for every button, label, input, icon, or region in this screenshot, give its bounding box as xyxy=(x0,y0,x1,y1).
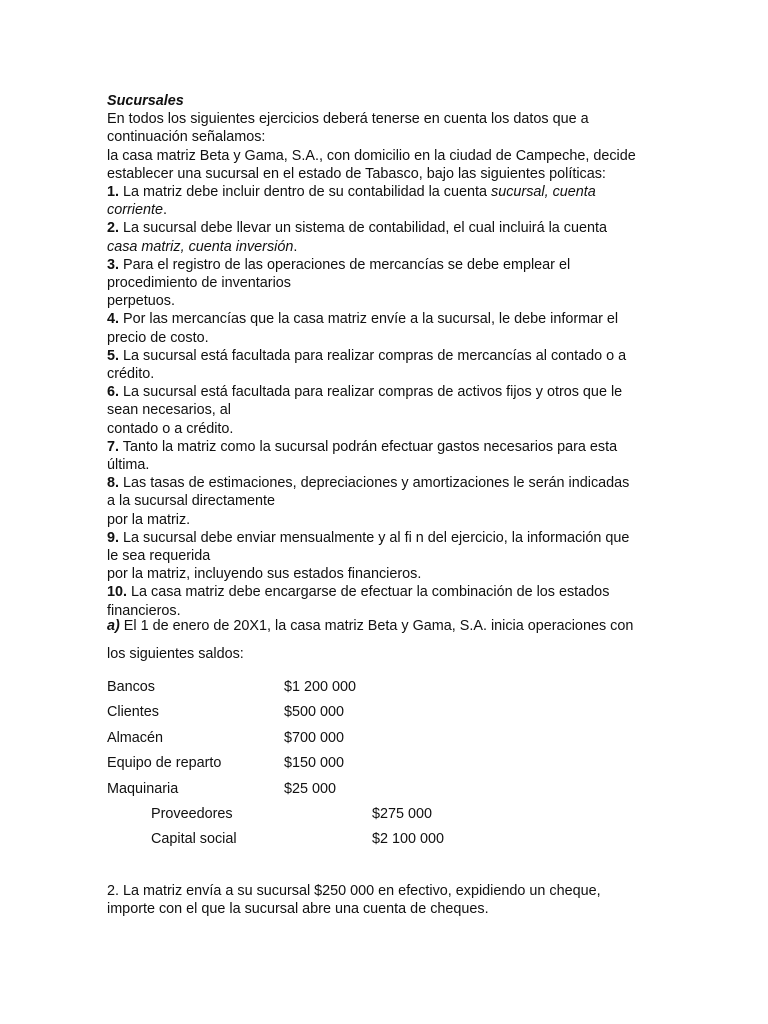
policy-number: 5. xyxy=(107,347,120,364)
policy-number: 6. xyxy=(107,384,120,401)
policy-emphasis: sucursal, cuenta xyxy=(491,184,596,201)
policy-number: 1. xyxy=(107,184,120,201)
policy-text: . xyxy=(163,202,167,219)
account-amount: $25 000 xyxy=(284,780,337,797)
paragraph-2-line-1: 2. La matriz envía a su sucursal $250 000 en efectivo, expidiendo un cheque, xyxy=(107,883,601,899)
policy-text: La casa matriz debe encargarse de efectuar la combinación de los estados xyxy=(127,584,610,601)
policy-text: por la matriz. xyxy=(107,511,191,528)
policy-6-line xyxy=(107,401,707,419)
policy-text: perpetuos. xyxy=(107,293,176,310)
section-a-line-1: a) El 1 de enero de 20X1, la casa matriz Beta y Gama, S.A. inicia operaciones con xyxy=(107,618,634,634)
account-name: Equipo de reparto xyxy=(107,755,222,772)
policy-text: crédito. xyxy=(107,366,155,383)
policy-8-line xyxy=(107,474,707,492)
policy-emphasis: corriente xyxy=(107,202,163,219)
policy-text: por la matriz, incluyendo sus estados financieros. xyxy=(107,566,422,583)
intro-section xyxy=(107,92,707,620)
policy-8-line xyxy=(107,511,707,529)
policy-3-line xyxy=(107,274,707,292)
account-name: Almacén xyxy=(107,729,163,746)
policy-text: precio de costo. xyxy=(107,329,209,346)
policy-text: La sucursal está facultada para realizar compras de activos fijos y otros que le xyxy=(119,384,623,401)
policy-7-line xyxy=(107,456,707,474)
policy-7-line xyxy=(107,438,707,456)
paragraph-2 xyxy=(107,882,707,918)
policy-text: financieros. xyxy=(107,602,181,619)
policy-8-line xyxy=(107,492,707,510)
account-amount: $275 000 xyxy=(372,806,433,822)
policy-number: 9. xyxy=(107,529,120,546)
policy-text: procedimiento de inventarios xyxy=(107,275,291,292)
policy-text: sean necesarios, al xyxy=(107,402,231,419)
policy-number: 4. xyxy=(107,311,120,328)
policy-6-line xyxy=(107,420,707,438)
policies-list xyxy=(107,183,707,620)
intro-line: la casa matriz Beta y Gama, S.A., con domicilio en la ciudad de Campeche, decide xyxy=(107,147,636,164)
policy-5-line xyxy=(107,347,707,365)
policy-number: 7. xyxy=(107,438,120,455)
policy-number: 2. xyxy=(107,220,120,237)
account-amount: $500 000 xyxy=(284,704,345,721)
policy-number: 3. xyxy=(107,256,120,273)
policy-9-line xyxy=(107,547,707,565)
policy-text: Tanto la matriz como la sucursal podrán efectuar gastos necesarios para esta xyxy=(119,438,618,455)
policy-3-line xyxy=(107,256,707,274)
policy-text: La sucursal debe enviar mensualmente y al fi n del ejercicio, la información que xyxy=(119,529,630,546)
policy-3-line xyxy=(107,292,707,310)
policy-number: 10. xyxy=(107,584,128,601)
section-a-label: a) xyxy=(107,618,120,634)
policy-text: La sucursal debe llevar un sistema de contabilidad, el cual incluirá la cuenta xyxy=(119,220,607,237)
account-amount: $2 100 000 xyxy=(372,831,445,848)
intro-line: continuación señalamos: xyxy=(107,129,266,146)
policy-text: Para el registro de las operaciones de mercancías se debe emplear el xyxy=(119,256,571,273)
account-amount: $150 000 xyxy=(284,755,345,772)
account-name: Capital social xyxy=(151,831,237,848)
policy-2-line xyxy=(107,219,707,237)
policy-10-line xyxy=(107,583,707,601)
policy-1-line xyxy=(107,201,707,219)
policy-4-line xyxy=(107,329,707,347)
policy-9-line xyxy=(107,565,707,583)
policy-number: 8. xyxy=(107,475,120,492)
paragraph-2-line-2: importe con el que la sucursal abre una cuenta de cheques. xyxy=(107,901,489,918)
policy-1-line xyxy=(107,183,707,201)
account-name: Proveedores xyxy=(151,806,233,822)
policy-text: . xyxy=(293,238,298,255)
account-name: Bancos xyxy=(107,679,155,695)
policy-text: contado o a crédito. xyxy=(107,420,234,437)
account-name: Maquinaria xyxy=(107,780,179,797)
intro-line: En todos los siguientes ejercicios deberá tenerse en cuenta los datos que a xyxy=(107,111,589,128)
document-title: Sucursales xyxy=(107,93,184,109)
account-amount: $1 200 000 xyxy=(284,679,357,695)
section-a-line-2: los siguientes saldos: xyxy=(107,646,244,662)
policy-text: La matriz debe incluir dentro de su contabilidad la cuenta xyxy=(119,184,492,201)
policy-text: última. xyxy=(107,457,150,474)
intro-line: establecer una sucursal en el estado de Tabasco, bajo las siguientes políticas: xyxy=(107,165,606,182)
policy-5-line xyxy=(107,365,707,383)
section-a xyxy=(107,617,707,663)
policy-4-line xyxy=(107,310,707,328)
policy-6-line xyxy=(107,383,707,401)
policy-text: Por las mercancías que la casa matriz envíe a la sucursal, le debe informar el xyxy=(119,311,619,328)
intro-paragraph xyxy=(107,110,707,183)
account-name: Clientes xyxy=(107,704,159,721)
policy-text: le sea requerida xyxy=(107,548,211,565)
policy-emphasis: casa matriz, cuenta inversión xyxy=(107,238,294,255)
account-amount: $700 000 xyxy=(284,729,345,746)
policy-text: a la sucursal directamente xyxy=(107,493,275,510)
policy-text: Las tasas de estimaciones, depreciaciones y amortizaciones le serán indicadas xyxy=(119,475,630,492)
policy-text: La sucursal está facultada para realizar compras de mercancías al contado o a xyxy=(119,347,627,364)
policy-9-line xyxy=(107,529,707,547)
policy-2-line xyxy=(107,238,707,256)
